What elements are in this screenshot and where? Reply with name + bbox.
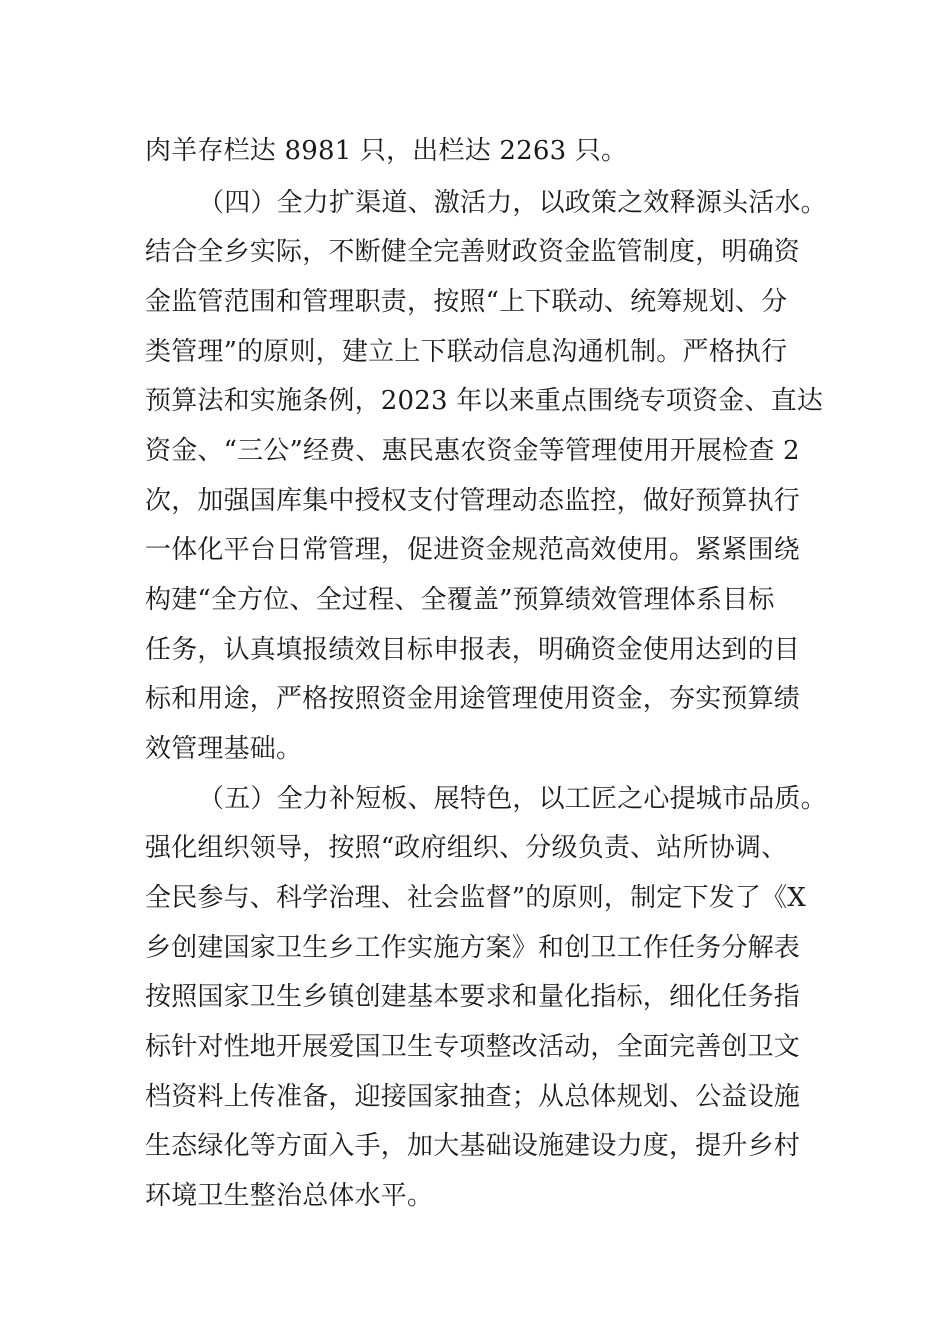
body-text-line: 档资料上传准备，迎接国家抽查；从总体规划、公益设施 [145,1082,801,1112]
body-text-line: 生态绿化等方面入手，加大基础设施建设力度，提升乡村 [145,1131,801,1161]
body-text-line: 结合全乡实际，不断健全完善财政资金监管制度，明确资 [145,237,801,267]
body-text-line: 环境卫生整治总体水平。 [145,1181,434,1211]
body-text-line: 全民参与、科学治理、社会监督”的原则，制定下发了《X [145,883,807,913]
body-text-line: 按照国家卫生乡镇创建基本要求和量化指标，细化任务指 [145,982,801,1012]
body-text-line: 资金、“三公”经费、惠民惠农资金等管理使用开展检查 2 [145,436,800,466]
body-text-line: 强化组织领导，按照“政府组织、分级负责、站所协调、 [145,833,788,863]
body-text-line: 乡创建国家卫生乡工作实施方案》和创卫工作任务分解表 [145,933,801,963]
section-heading-four: （四）全力扩渠道、激活力，以政策之效释源头活水。 [198,188,827,218]
body-text-line: 类管理”的原则，建立上下联动信息沟通机制。严格执行 [145,337,788,367]
section-heading-five: （五）全力补短板、展特色，以工匠之心提城市品质。 [198,784,827,814]
body-text-line: 一体化平台日常管理，促进资金规范高效使用。紧紧围绕 [145,535,801,565]
body-text-line: 金监管范围和管理职责，按照“上下联动、统筹规划、分 [145,287,788,317]
body-text-line: 标针对性地开展爱国卫生专项整改活动，全面完善创卫文 [145,1032,801,1062]
body-text-line: 效管理基础。 [145,734,303,764]
body-text-line: 肉羊存栏达 8981 只，出栏达 2263 只。 [145,136,628,166]
body-text-line: 标和用途，严格按照资金用途管理使用资金，夯实预算绩 [145,684,801,714]
body-text-line: 任务，认真填报绩效目标申报表，明确资金使用达到的目 [145,635,801,665]
body-text-line: 次，加强国库集中授权支付管理动态监控，做好预算执行 [145,486,801,516]
body-text-line: 预算法和实施条例，2023 年以来重点围绕专项资金、直达 [145,386,824,416]
body-text-line: 构建“全方位、全过程、全覆盖”预算绩效管理体系目标 [145,585,775,615]
